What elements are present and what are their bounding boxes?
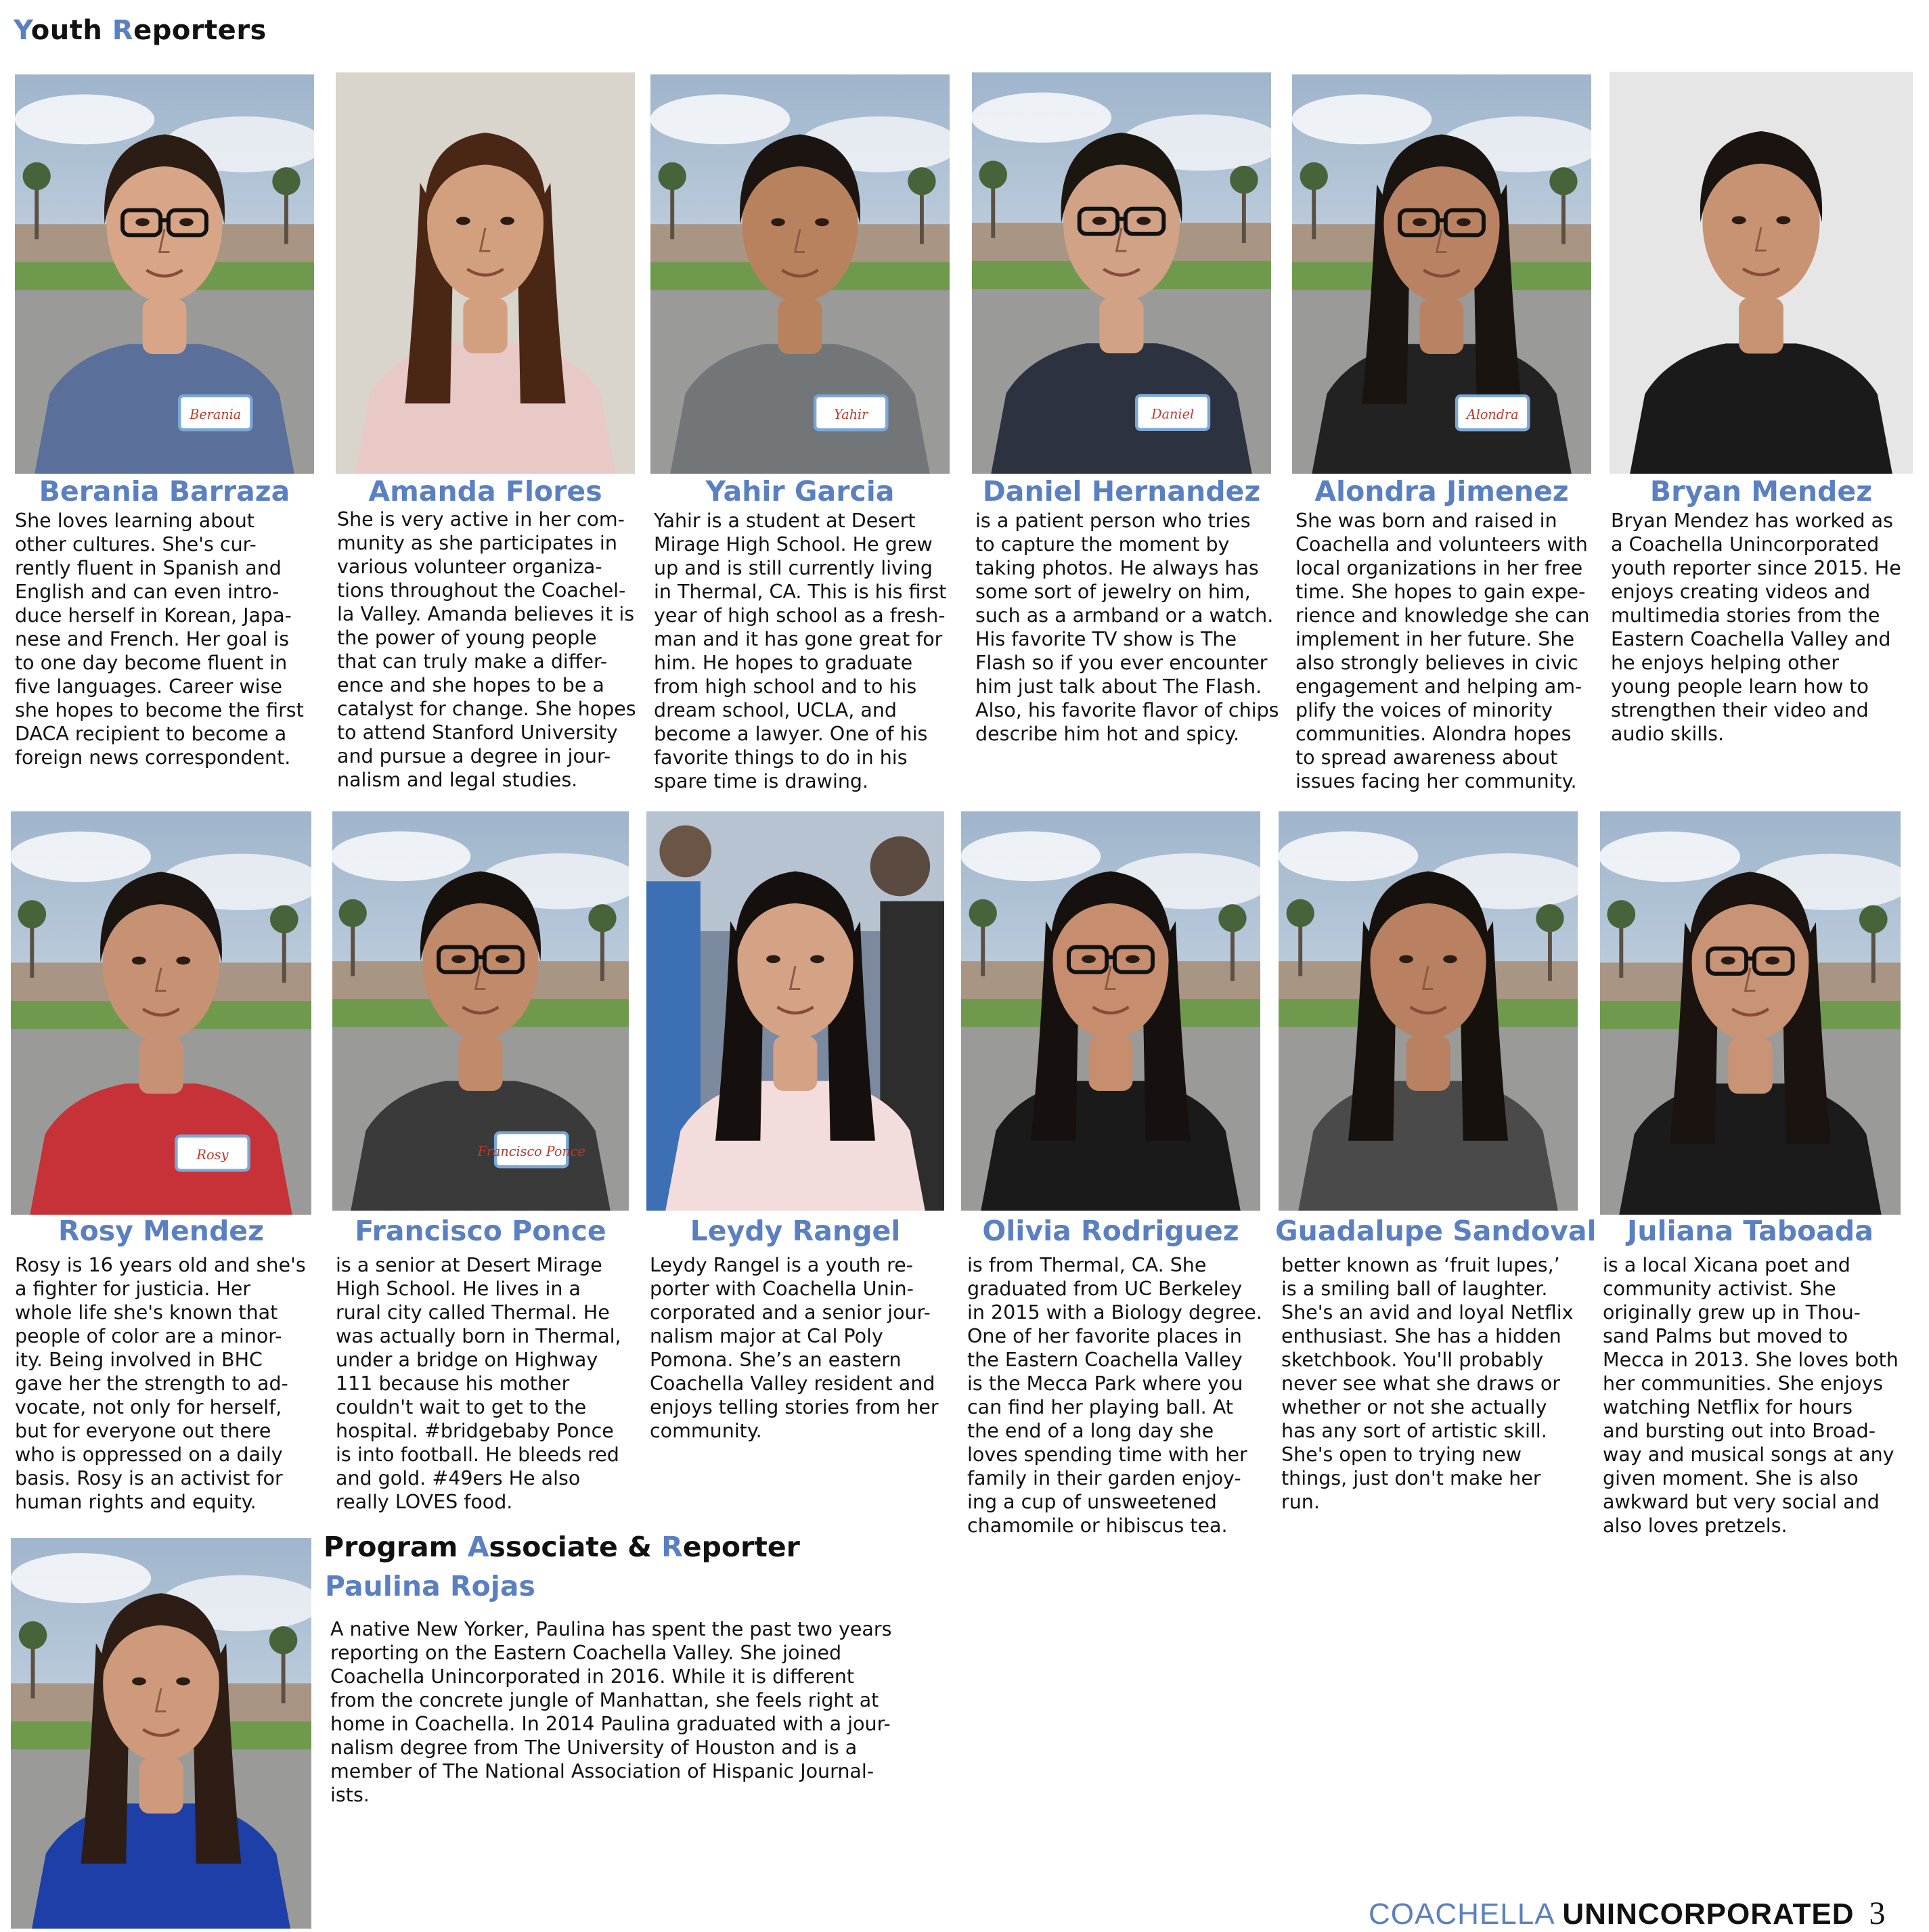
reporter-bio: She is very active in her com- munity as she participates in various volunteer organiza- tions throughout the Coachel- la Valley. Amanda believes it is the power of young people that can truly make a differ- ence and she hopes to be a catalyst for change. She hopes to attend Stanford University and pursue a degree in jour- nalism and legal studies. xyxy=(337,508,636,791)
portrait-photo xyxy=(961,811,1260,1211)
reporter-name: Yahir Garcia xyxy=(705,475,895,508)
portrait-illustration xyxy=(11,1538,311,1929)
reporter-bio: Rosy is 16 years old and she's a fighter for justicia. Her whole life she's known that people of color are a minor- ity. Being involved in BHC gave her the strength to ad- vocate, not only for herself, but for everyone out there who is oppressed on a daily basis. Rosy is an activist for human rights and equity. xyxy=(15,1254,306,1513)
page-title: Youth Reporters xyxy=(14,15,267,46)
reporter-bio: Yahir is a student at Desert Mirage High School. He grew up and is still currently living in Thermal, CA. This is his first year of high school as a fresh- man and it has gone great for him. He hopes to graduate from high school and to his dream school, UCLA, and become a lawyer. One of his favorite things to do in his spare time is drawing. xyxy=(654,510,947,792)
portrait-photo xyxy=(1279,811,1578,1211)
portrait-illustration xyxy=(11,811,311,1215)
portrait-illustration xyxy=(650,74,950,474)
svg-text:Daniel: Daniel xyxy=(1151,406,1195,422)
portrait-photo xyxy=(972,72,1271,474)
reporter-bio: She was born and raised in Coachella and volunteers with local organizations in her free time. She hopes to gain expe- rience and knowledge she can implement in her future. She also strongly believes in civic engagement and helping am- plify the voices of minority communities. Alondra hopes to spread awareness about issues facing her community. xyxy=(1295,510,1590,792)
portrait-illustration xyxy=(336,72,635,474)
publication-footer: COACHELLA UNINCORPORATED 3 xyxy=(1369,1895,1886,1931)
portrait-illustration xyxy=(1600,811,1901,1215)
reporter-name: Juliana Taboada xyxy=(1627,1215,1873,1247)
page-number: 3 xyxy=(1869,1895,1886,1931)
portrait-photo xyxy=(650,74,950,474)
portrait-photo xyxy=(11,1538,311,1929)
reporter-bio: is a local Xicana poet and community activist. She originally grew up in Thou- sand Palms but moved to Mecca in 2013. She loves both her communities. She enjoys watching Netflix for hours and bursting out into Broad- way and musical songs at any given moment. She is also awkward but very social and also loves pretzels. xyxy=(1603,1254,1899,1537)
reporter-bio: is a senior at Desert Mirage High School. He lives in a rural city called Thermal. He was actually born in Thermal, under a bridge on Highway 111 because his mother couldn't wait to get to the hospital. #bridgebaby Ponce is into football. He bleeds red and gold. #49ers He also really LOVES food. xyxy=(336,1254,621,1513)
portrait-photo xyxy=(1610,72,1913,474)
portrait-photo xyxy=(15,74,314,474)
portrait-photo xyxy=(332,811,629,1211)
portrait-illustration xyxy=(1610,72,1913,474)
reporter-bio: is a patient person who tries to capture the moment by taking photos. He always has some sort of jewelry on him, such as a armband or a watch. His favorite TV show is The Flash so if you ever encounter him just talk about The Flash. Also, his favorite flavor of chips describe him hot and spicy. xyxy=(975,510,1279,745)
svg-text:Alondra: Alondra xyxy=(1466,406,1519,422)
portrait-illustration xyxy=(961,811,1260,1211)
svg-text:Berania: Berania xyxy=(190,406,242,422)
svg-text:Rosy: Rosy xyxy=(196,1147,229,1163)
reporter-name: Bryan Mendez xyxy=(1649,475,1873,508)
reporter-bio: She loves learning about other cultures. She's cur- rently fluent in Spanish and English and can even intro- duce herself in Korean, Japa- nese and French. Her goal is to one day become fluent in five languages. Career wise she hopes to become the first DACA recipient to become a foreign news correspondent. xyxy=(15,510,304,769)
portrait-photo xyxy=(336,72,635,474)
reporter-name: Amanda Flores xyxy=(368,475,602,508)
portrait-illustration xyxy=(1279,811,1578,1211)
portrait-photo xyxy=(1600,811,1901,1215)
portrait-illustration xyxy=(972,72,1271,474)
portrait-illustration xyxy=(332,811,629,1211)
portrait-illustration xyxy=(646,811,944,1211)
reporter-name: Olivia Rodriguez xyxy=(982,1215,1239,1247)
program-associate-bio: A native New Yorker, Paulina has spent the past two years reporting on the Eastern Coachella Valley. She joined Coachella Unincorporated in 2016. While it is different from the concrete jungle of Manhattan, she feels right at home in Coachella. In 2014 Paulina graduated with a jour- nalism degree from The University of Houston and is a member of The National Association of Hispanic Journal- ists. xyxy=(330,1618,892,1806)
program-associate-name: Paulina Rojas xyxy=(325,1570,535,1602)
reporter-name: Guadalupe Sandoval xyxy=(1275,1215,1597,1247)
reporter-name: Leydy Rangel xyxy=(690,1215,901,1247)
reporter-bio: Leydy Rangel is a youth re- porter with Coachella Unin- corporated and a senior jour- nalism major at Cal Poly Pomona. She’s an eastern Coachella Valley resident and enjoys telling stories from her community. xyxy=(650,1254,939,1442)
reporter-name: Daniel Hernandez xyxy=(982,475,1261,508)
svg-text:Yahir: Yahir xyxy=(834,406,868,422)
reporter-name: Francisco Ponce xyxy=(355,1215,606,1247)
portrait-illustration xyxy=(15,74,314,474)
portrait-illustration xyxy=(1292,74,1591,474)
reporter-name: Berania Barraza xyxy=(39,475,290,508)
reporter-name: Alondra Jimenez xyxy=(1314,475,1569,508)
reporter-name: Rosy Mendez xyxy=(58,1215,264,1247)
reporter-bio: better known as ‘fruit lupes,’ is a smiling ball of laughter. She's an avid and loyal Netflix enthusiast. She has a hidden sketchbook. You'll probably never see what she draws or whether or not she actually has any sort of artistic skill. She's open to trying new things, just don't make her run. xyxy=(1281,1254,1574,1513)
portrait-photo xyxy=(1292,74,1591,474)
section-heading: Program Associate & Reporter xyxy=(324,1531,800,1563)
reporter-bio: Bryan Mendez has worked as a Coachella Unincorporated youth reporter since 2015. He enjoys creating videos and multimedia stories from the Eastern Coachella Valley and he enjoys helping other young people learn how to strengthen their video and audio skills. xyxy=(1611,510,1901,745)
portrait-photo xyxy=(646,811,944,1211)
svg-text:Francisco Ponce: Francisco Ponce xyxy=(477,1143,585,1159)
portrait-photo xyxy=(11,811,311,1215)
reporter-bio: is from Thermal, CA. She graduated from UC Berkeley in 2015 with a Biology degree. One of her favorite places in the Eastern Coachella Valley is the Mecca Park where you can find her playing ball. At the end of a long day she loves spending time with her family in their garden enjoy- ing a cup of unsweetened chamomile or hibiscus tea. xyxy=(967,1254,1262,1537)
